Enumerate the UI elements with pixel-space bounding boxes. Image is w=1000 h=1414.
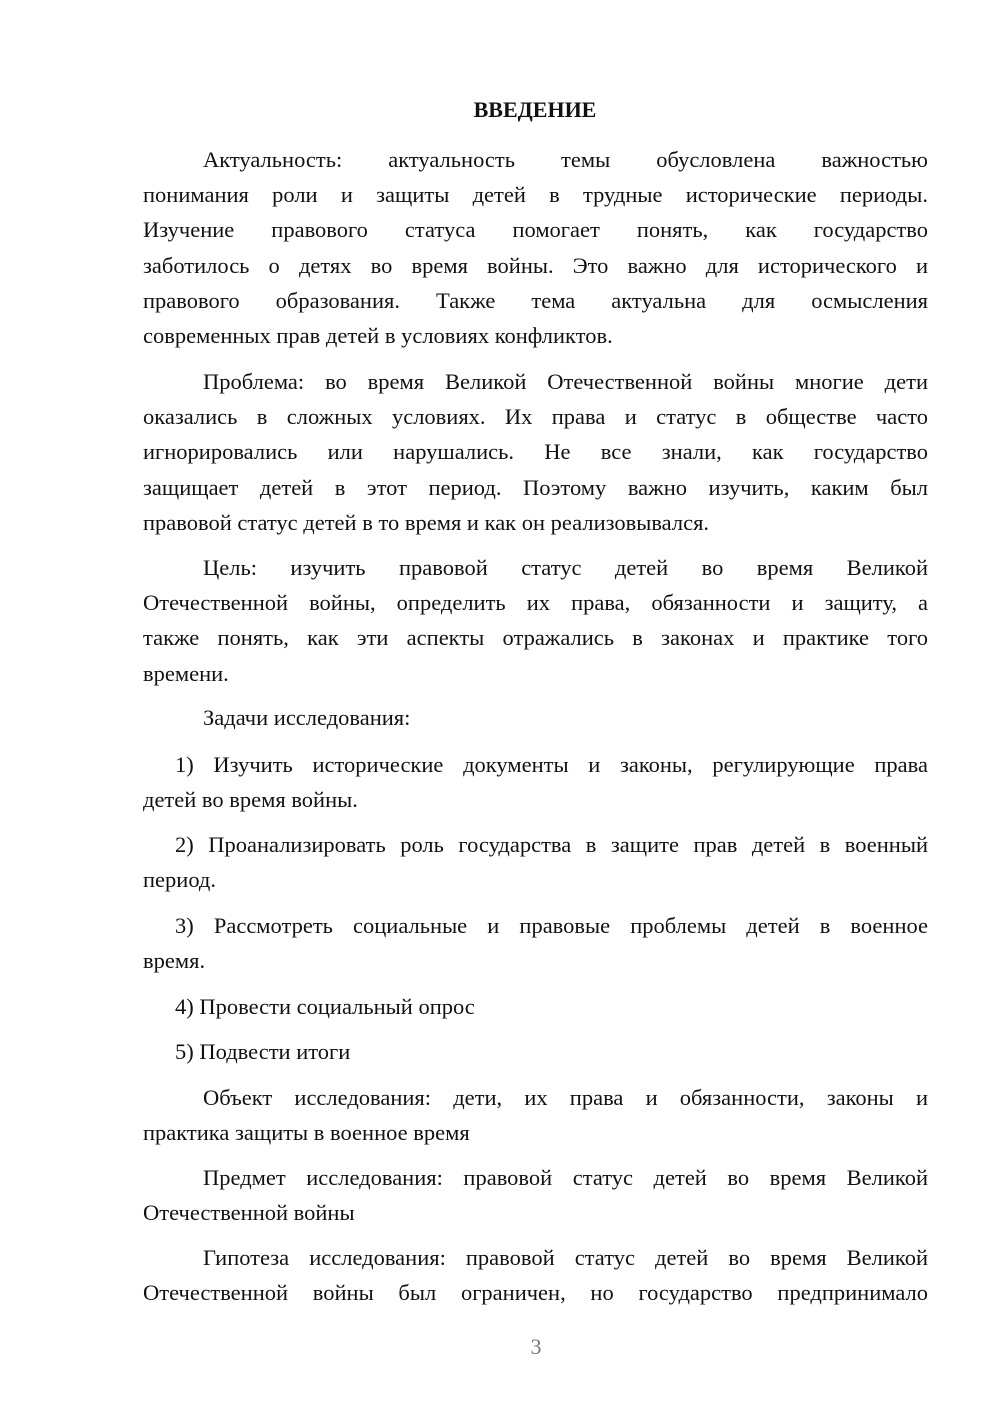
text-line: период. xyxy=(143,867,216,893)
text-line: заботилось о детях во время войны. Это важно для исторического и xyxy=(143,252,928,278)
text-line: Предмет исследования: правовой статус детей во время Великой xyxy=(203,1165,928,1190)
text-line: оказались в сложных условиях. Их права и статус в обществе часто xyxy=(143,404,928,430)
list-item xyxy=(143,827,928,897)
paragraph xyxy=(143,700,928,735)
text-line: защищает детей в этот период. Поэтому важно изучить, каким был xyxy=(143,474,928,500)
text-line: 1) Изучить исторические документы и законы, регулирующие права xyxy=(175,752,928,777)
paragraph xyxy=(143,1080,928,1150)
text-line: Гипотеза исследования: правовой статус детей во время Великой xyxy=(203,1245,928,1270)
text-line: 4) Провести социальный опрос xyxy=(175,994,475,1019)
text-line: Задачи исследования: xyxy=(203,705,411,730)
list-item xyxy=(143,747,928,817)
text-line: практика защиты в военное время xyxy=(143,1120,470,1146)
text-line: также понять, как эти аспекты отражались в законах и практике того xyxy=(143,625,928,651)
text-line: Актуальность: актуальность темы обусловлена важностью xyxy=(203,147,928,172)
paragraph xyxy=(143,1240,928,1310)
text-line: Проблема: во время Великой Отечественной войны многие дети xyxy=(203,369,928,394)
text-line: 2) Проанализировать роль государства в защите прав детей в военный xyxy=(175,832,928,857)
text-line: Объект исследования: дети, их права и обязанности, законы и xyxy=(203,1085,928,1110)
text-line: понимания роли и защиты детей в трудные исторические периоды. xyxy=(143,182,928,208)
list-item xyxy=(143,908,928,978)
text-line: Изучение правового статуса помогает понять, как государство xyxy=(143,217,928,243)
section-title: ВВЕДЕНИЕ xyxy=(473,97,597,122)
text-line: Отечественной войны был ограничен, но государство предпринимало xyxy=(143,1280,928,1306)
paragraph xyxy=(143,550,928,691)
text-line: современных прав детей в условиях конфликтов. xyxy=(143,322,613,348)
text-line: детей во время войны. xyxy=(143,787,358,813)
text-line: правового образования. Также тема актуальна для осмысления xyxy=(143,287,928,313)
text-line: Отечественной войны xyxy=(143,1200,355,1226)
text-line: времени. xyxy=(143,660,229,686)
text-line: правовой статус детей в то время и как он реализовывался. xyxy=(143,509,710,535)
text-line: Цель: изучить правовой статус детей во время Великой xyxy=(203,555,928,580)
text-line: 3) Рассмотреть социальные и правовые проблемы детей в военное xyxy=(175,913,928,938)
paragraph xyxy=(143,1160,928,1230)
page-number: 3 xyxy=(530,1334,542,1359)
paragraph xyxy=(143,364,928,540)
text-line: игнорировались или нарушались. Не все знали, как государство xyxy=(143,439,928,465)
text-line: Отечественной войны, определить их права, обязанности и защиту, а xyxy=(143,590,928,616)
list-item xyxy=(143,1034,928,1069)
paragraph xyxy=(143,142,928,353)
list-item xyxy=(143,989,928,1024)
text-line: время. xyxy=(143,948,206,974)
text-line: 5) Подвести итоги xyxy=(175,1039,351,1064)
